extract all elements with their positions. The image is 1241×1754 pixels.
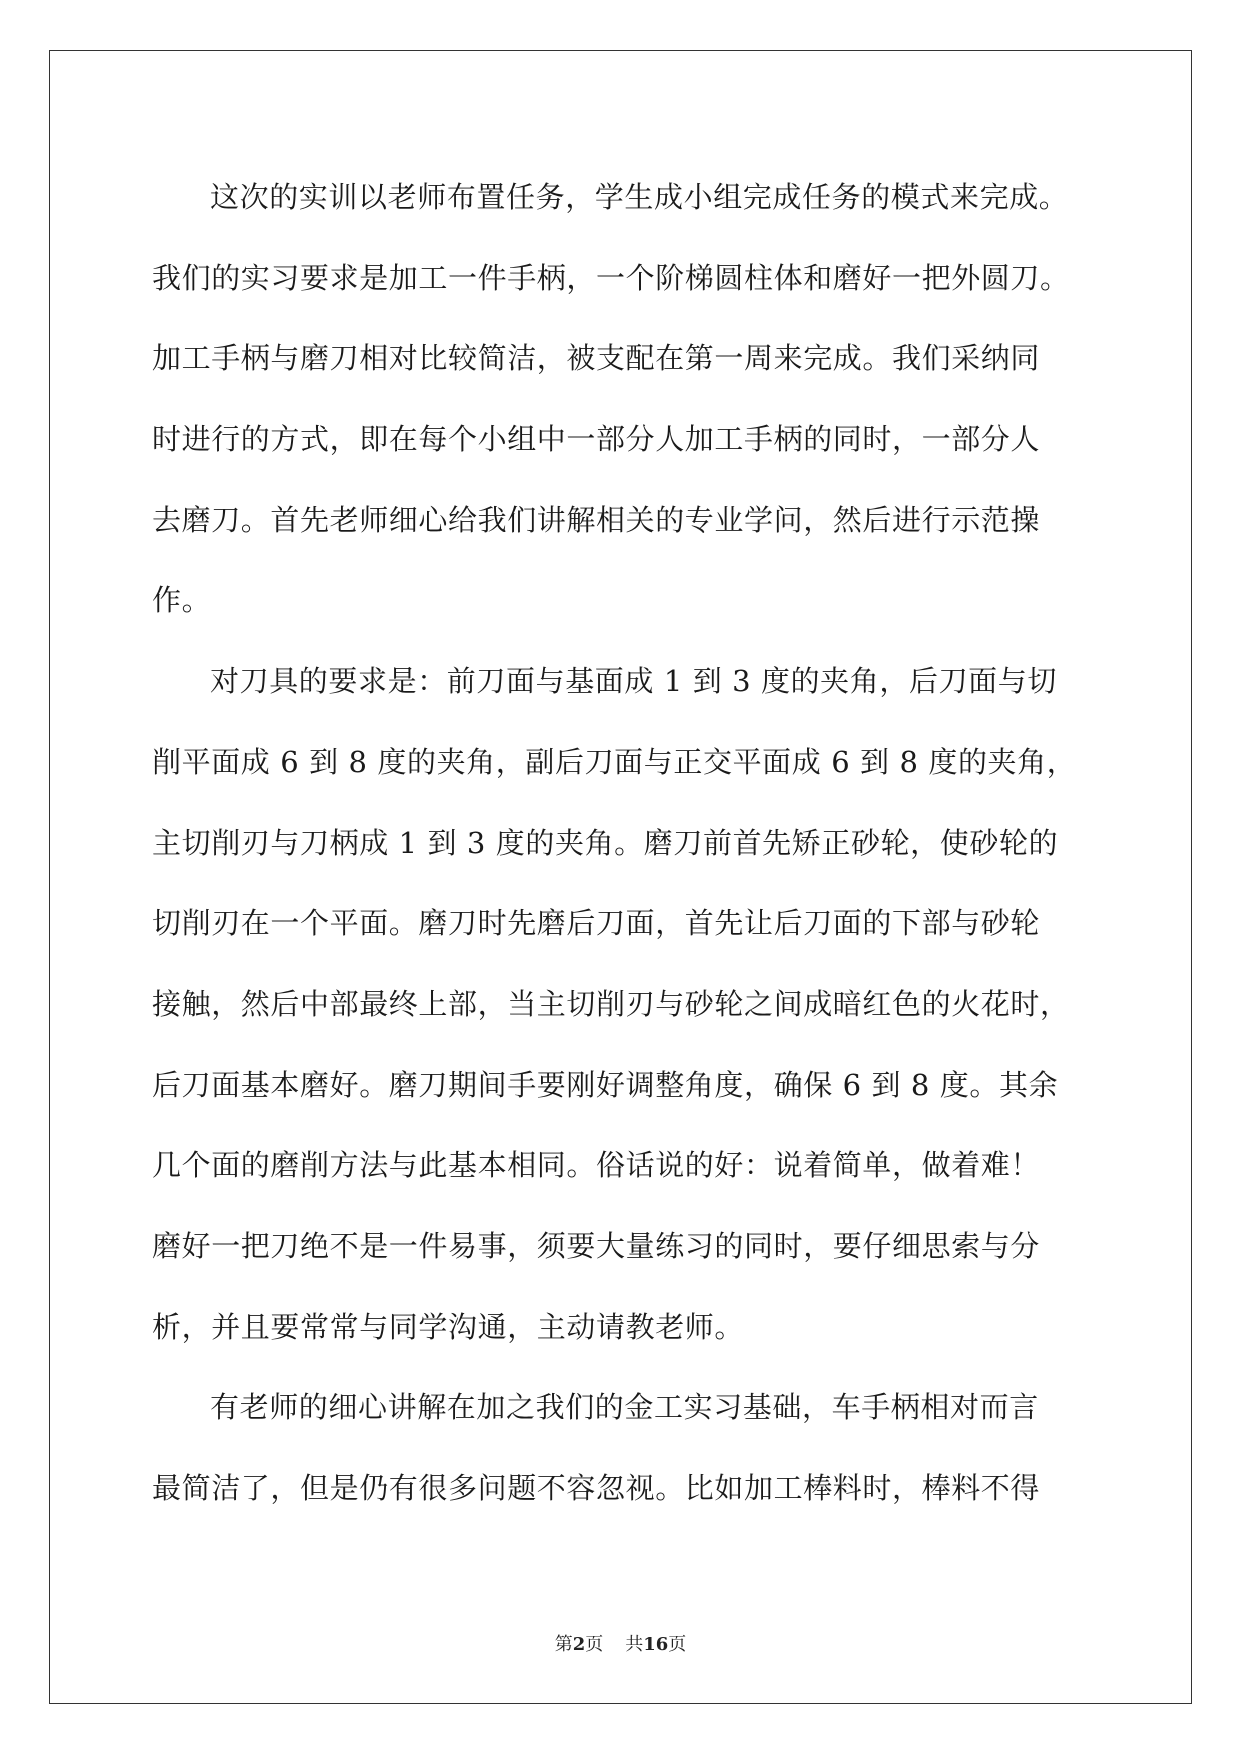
paragraph-line: 主切削刃与刀柄成 1 到 3 度的夹角。磨刀前首先矫正砂轮，使砂轮的: [152, 825, 1059, 860]
paragraph-line: 后刀面基本磨好。磨刀期间手要刚好调整角度，确保 6 到 8 度。其余: [152, 1067, 1059, 1102]
paragraph-line: 加工手柄与磨刀相对比较简洁，被支配在第一周来完成。我们采纳同: [152, 341, 1041, 376]
page-footer: [0, 1630, 1241, 1656]
paragraph-line: 作。: [152, 583, 212, 618]
paragraph-line: 接触，然后中部最终上部，当主切削刃与砂轮之间成暗红色的火花时，: [152, 986, 1070, 1021]
paragraph-line: 时进行的方式，即在每个小组中一部分人加工手柄的同时，一部分人: [152, 422, 1041, 457]
paragraph-line: 切削刃在一个平面。磨刀时先磨后刀面，首先让后刀面的下部与砂轮: [152, 906, 1041, 941]
paragraph-3: [152, 1367, 1092, 1528]
page-prefix: 第: [554, 1634, 573, 1655]
paragraph-line: 削平面成 6 到 8 度的夹角，副后刀面与正交平面成 6 到 8 度的夹角，: [152, 744, 1077, 779]
paragraph-2: [152, 641, 1092, 1367]
paragraph-line: 对刀具的要求是：前刀面与基面成 1 到 3 度的夹角，后刀面与切: [210, 664, 1057, 699]
paragraph-line: 这次的实训以老师布置任务，学生成小组完成任务的模式来完成。: [210, 180, 1069, 214]
document-body: [152, 157, 1092, 1529]
total-prefix: 共: [625, 1634, 644, 1655]
paragraph-line: 析，并且要常常与同学沟通，主动请教老师。: [152, 1309, 745, 1344]
page-suffix: 页: [585, 1634, 604, 1655]
paragraph-line: 我们的实习要求是加工一件手柄，一个阶梯圆柱体和磨好一把外圆刀。: [152, 260, 1070, 295]
paragraph-line: 有老师的细心讲解在加之我们的金工实习基础，车手柄相对而言: [210, 1390, 1039, 1425]
total-pages: 16: [643, 1634, 669, 1655]
paragraph-line: 磨好一把刀绝不是一件易事，须要大量练习的同时，要仔细思索与分: [152, 1228, 1041, 1263]
paragraph-line: 几个面的磨削方法与此基本相同。俗话说的好：说着简单，做着难！: [152, 1148, 1041, 1183]
total-suffix: 页: [668, 1634, 687, 1655]
paragraph-line: 最简洁了，但是仍有很多问题不容忽视。比如加工棒料时，棒料不得: [152, 1471, 1041, 1505]
page-number: 2: [572, 1634, 586, 1655]
paragraph-1: [152, 157, 1092, 641]
paragraph-line: 去磨刀。首先老师细心给我们讲解相关的专业学问，然后进行示范操: [152, 502, 1041, 537]
